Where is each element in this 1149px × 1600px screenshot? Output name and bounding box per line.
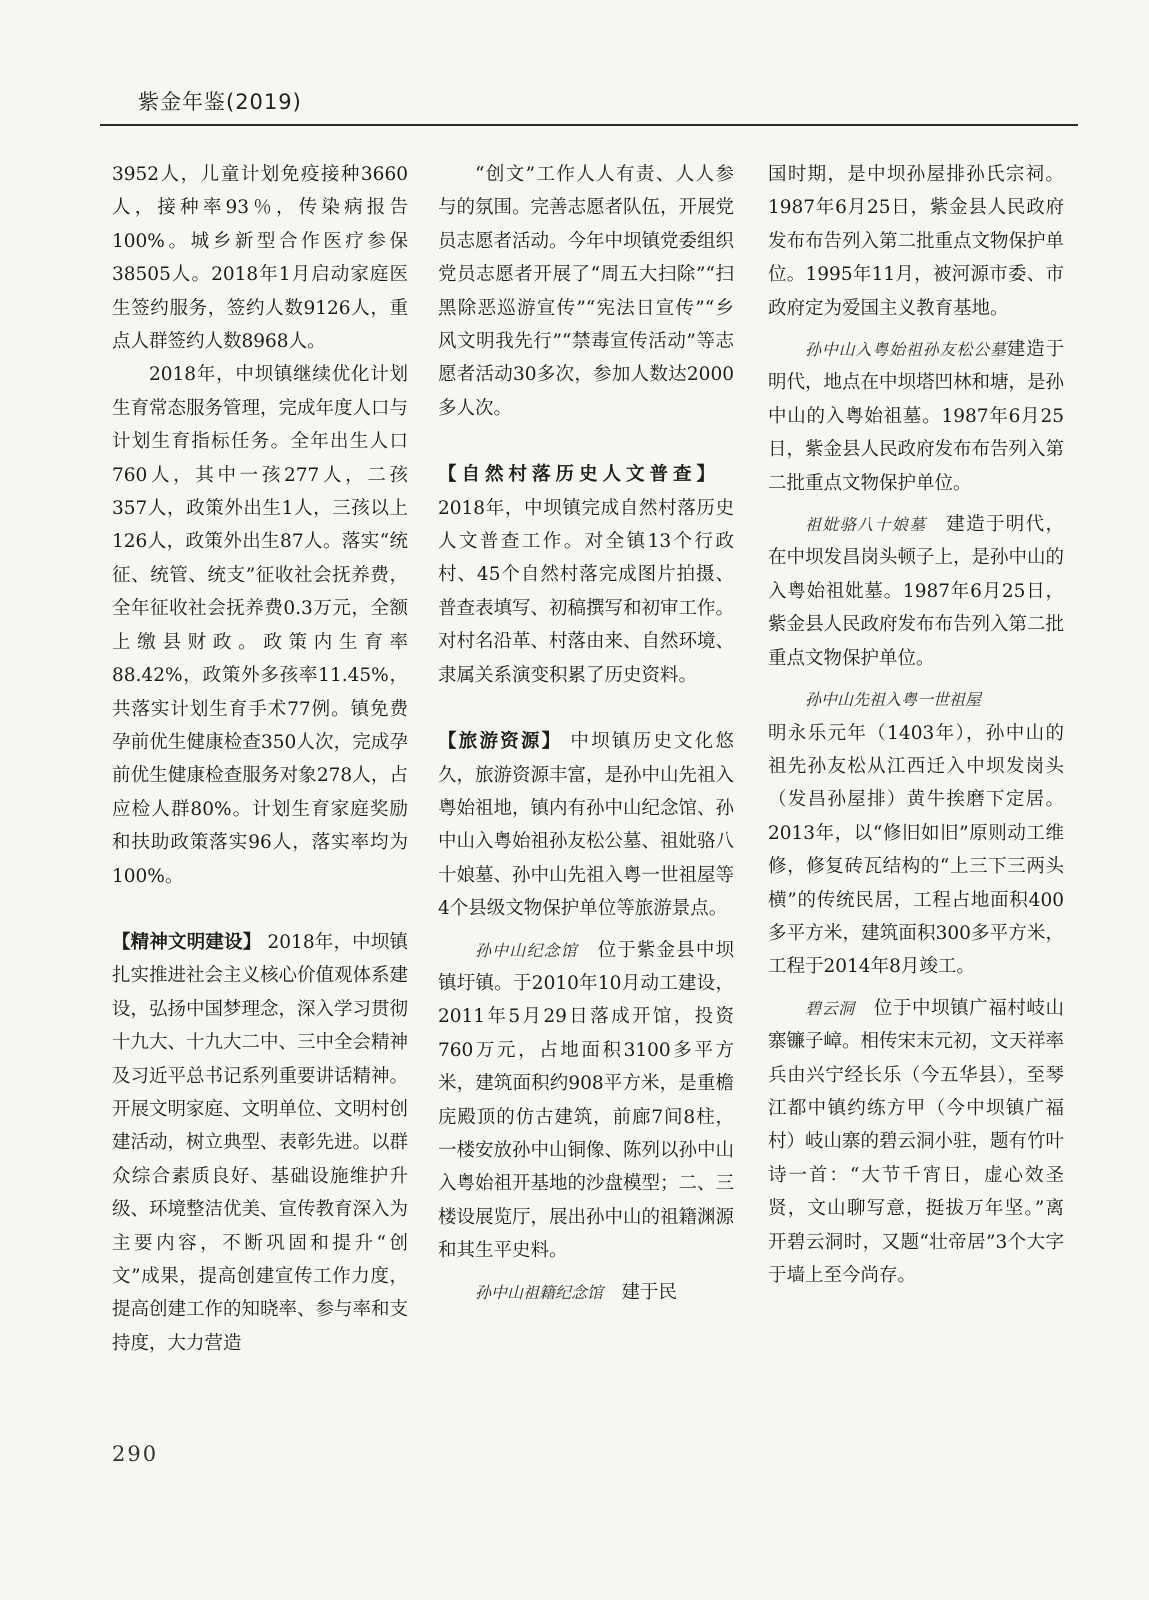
paragraph-volunteers: “创文”工作人人有责、人人参与的氛围。完善志愿者队伍，开展党员志愿者活动。今年中坝镇党委组织党员志愿者开展了“周五大扫除”“扫黑除恶巡游宣传”“宪法日宣传”“乡风文明我先行”“禁毒宣传活动”等志愿者活动30多次，参加人数达2000多人次。 xyxy=(438,164,735,419)
entry-ancestral-memorial xyxy=(438,1276,734,1309)
section-spiritual-civilization xyxy=(112,926,408,1360)
site-name: 孙中山纪念馆 xyxy=(475,940,578,960)
section-body-village-survey: 2018年，中坝镇完成自然村落历史人文普查工作。对全镇13个行政村、45个自然村落完成图片拍摄、普查表填写、初稿撰写和初审工作。对村名沿革、村落由来、自然环境、隶属关系演变积累了历史资料。 xyxy=(438,497,735,686)
paragraph-health-services: 3952人，儿童计划免疫接种3660人，接种率93％，传染病报告100%。城乡新型合作医疗参保38505人。2018年1月启动家庭医生签约服务，签约人数9126人，重点人群签约人数8968人。 xyxy=(112,164,408,353)
spacer xyxy=(438,926,734,934)
running-header-title: 紫金年鉴(2019) xyxy=(138,90,302,114)
spacer xyxy=(768,984,1064,992)
entry-luo-tomb xyxy=(768,508,1064,675)
section-title-village-survey: 【自然村落历史人文普查】 xyxy=(438,464,721,486)
spacer xyxy=(438,425,734,458)
spacer xyxy=(438,692,734,725)
column-2 xyxy=(438,158,734,1309)
entry-ancestor-tomb xyxy=(768,333,1064,500)
paragraph-ancestral-hall-cont: 国时期，是中坝孙屋排孙氏宗祠。1987年6月25日，紫金县人民政府发布布告列入第二批重点文物保护单位。1995年11月，被河源市委、市政府定为爱国主义教育基地。 xyxy=(768,164,1065,319)
site-name: 祖妣骆八十娘墓 xyxy=(805,515,927,535)
spacer xyxy=(112,893,408,926)
site-name: 孙中山入粤始祖孙友松公墓 xyxy=(805,340,1007,360)
site-name: 孙中山祖籍纪念馆 xyxy=(475,1282,604,1302)
section-title-tourism: 【旅游资源】 xyxy=(438,731,563,753)
spacer xyxy=(438,1268,734,1276)
section-tourism xyxy=(438,725,734,925)
spacer xyxy=(768,500,1064,508)
spacer xyxy=(768,675,1064,683)
column-1 xyxy=(112,158,408,1360)
site-description: 建于民 xyxy=(603,1281,678,1303)
paragraph-family-planning: 2018年，中坝镇继续优化计划生育常态服务管理，完成年度人口与计划生育指标任务。全年出生人口760人，其中一孩277人，二孩 357人，政策外出生1人，三孩以上126人，政策外出生87人。落实“统征、统管、统支”征收社会抚养费，全年征收社会抚养费0.3万元，全额上缴县财政。政策内生育率88.42%，政策外多孩率11.45%，共落实计划生育手术77例。镇免费孕前优生健康检查350人次，完成孕前优生健康检查服务对象278人，占应检人群80%。计划生育家庭奖励和扶助政策落实96人，落实率均为100%。 xyxy=(112,364,409,887)
site-description: 明永乐元年（1403年），孙中山的祖先孙友松从江西迁入中坝发岗头（发昌孙屋排）黄牛挨磨下定居。2013年，以“修旧如旧”原则动工维修，修复砖瓦结构的“上三下三两头横”的传统民居，工程占地面积400多平方米，建筑面积300多平方米，工程于2014年8月竣工。 xyxy=(768,722,1064,978)
site-name: 孙中山先祖入粤一世祖屋 xyxy=(805,690,982,710)
section-body: 2018年，中坝镇扎实推进社会主义核心价值观体系建设，弘扬中国梦理念，深入学习贯彻十九大、十九大二中、三中全会精神及习近平总书记系列重要讲话精神。开展文明家庭、文明单位、文明村创建活动，树立典型、表彰先进。以群众综合素质良好、基础设施维护升级、环境整洁优美、宣传教育深入为主要内容，不断巩固和提升“创文”成果，提高创建宣传工作力度，提高创建工作的知晓率、参与率和支持度，大力营造 xyxy=(112,931,409,1354)
site-description: 建造于明代，在中坝发昌岗头顿子上，是孙中山的入粤始祖妣墓。1987年6月25日，紫金县人民政府发布布告列入第二批重点文物保护单位。 xyxy=(768,514,1065,669)
header-rule xyxy=(100,124,1078,126)
column-3 xyxy=(768,158,1064,1292)
section-title-spiritual-civilization: 【精神文明建设】 xyxy=(112,931,262,953)
site-description: 位于中坝镇广福村岐山寨镰子嶂。相传宋末元初，文天祥率兵由兴宁经长乐（今五华县），至琴江都中镇约练方甲（今中坝镇广福村）岐山寨的碧云洞小驻，题有竹叶诗一首：“大节千宵日，虚心效圣贤，文山聊写意，挺拔万年坚。”离开碧云洞时，又题“壮帝居”3个大字于墙上至今尚存。 xyxy=(768,997,1065,1286)
entry-biyun-cave xyxy=(768,992,1064,1293)
page-number: 290 xyxy=(112,1442,159,1466)
spacer xyxy=(768,325,1064,333)
section-body-tourism: 中坝镇历史文化悠久，旅游资源丰富，是孙中山先祖入粤始祖地，镇内有孙中山纪念馆、孙中山入粤始祖孙友松公墓、祖妣骆八十娘墓、孙中山先祖入粤一世祖屋等4个县级文物保护单位等旅游景点。 xyxy=(438,731,735,920)
site-name: 碧云洞 xyxy=(805,998,855,1018)
entry-ancestral-house xyxy=(768,683,1064,716)
entry-sun-yatsen-memorial xyxy=(438,934,734,1268)
site-description: 建造于明代，地点在中坝塔凹林和塘，是孙中山的入粤始祖墓。1987年6月25日，紫金县人民政府发布布告列入第二批重点文物保护单位。 xyxy=(768,339,1065,494)
site-description: 位于紫金县中坝镇圩镇。于2010年10月动工建设，2011年5月29日落成开馆，投资760万元，占地面积3100多平方米，建筑面积约908平方米，是重檐庑殿顶的仿古建筑，前廊7间8柱，一楼安放孙中山铜像、陈列以孙中山入粤始祖开基地的沙盘模型；二、三楼设展览厅，展出孙中山的祖籍渊源和其生平史料。 xyxy=(438,939,735,1262)
